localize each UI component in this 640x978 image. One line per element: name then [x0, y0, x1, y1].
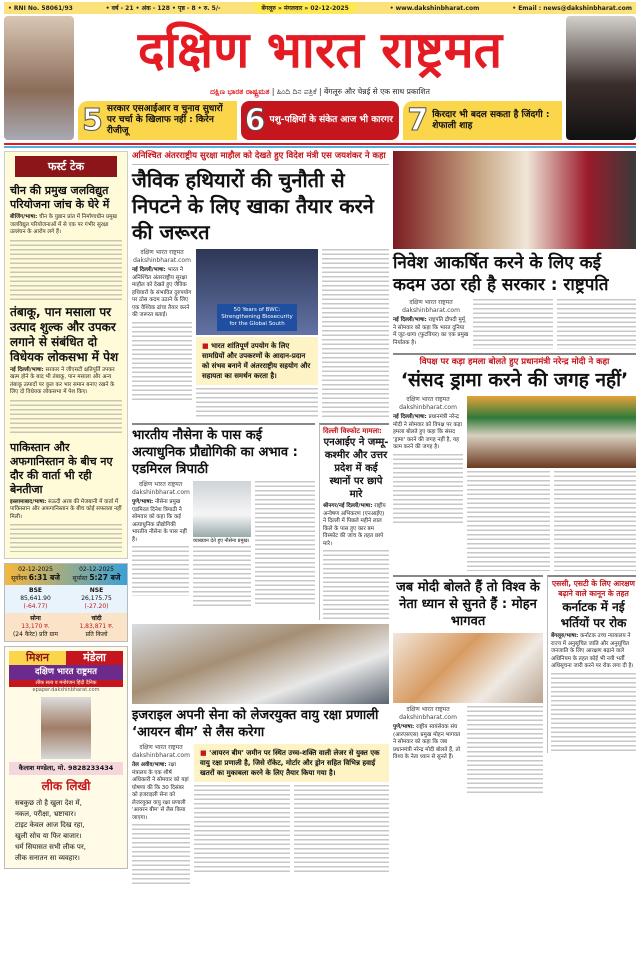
actress-portrait-image: [566, 16, 636, 140]
nia-kicker: दिल्ली विस्फोट मामला:: [323, 427, 382, 435]
text-block: [322, 249, 389, 419]
brief-body: सरकार ने जीएसटी क्षतिपूर्ति उपकर खत्म होने के बाद भी तंबाकू, पान मसाला और अन्य तंबाकू उत्पादों पर कुल कर भार समान बनाए रखने के लिए दो विधेयक लोकसभा में पेश किए।: [10, 366, 115, 395]
masthead-tagline: ದಕ್ಷಿಣ ಭಾರತ ರಾಷ್ಟ್ರಮತ | ಹಿಂದಿ ದಿನ ಪತ್ರಿಕೆ | बेंगलूरु और चेन्नई से एक साथ प्रकाशित: [210, 87, 430, 96]
byline-name: दक्षिण भारत राष्ट्रमत: [140, 249, 184, 256]
story-dateline: श्रीनगर/नई दिल्ली/भाषा:: [323, 503, 373, 509]
text-block: [255, 481, 315, 607]
story-body: भारत ने अनिश्चित अंतरराष्ट्रीय सुरक्षा माहौल को देखते हुए जैविक हथियारों के संभावित दुरुपयोग पर ठोस कदम उठाने के लिए एक वैश्विक ढांचा तैयार करने की जरूरत बताई।: [132, 267, 192, 318]
sun-times: [5, 564, 127, 585]
page-number: 7: [407, 102, 429, 138]
modi-parliament-photo: [467, 396, 636, 468]
middle-column: [132, 151, 389, 884]
gold-price: 13,170 रु.: [21, 623, 50, 630]
nse-value: 26,175.75: [81, 595, 112, 602]
podium-banner: 50 Years of BWC: Strengthening Biosecurity for the Global South: [217, 304, 297, 331]
brief-headline: पाकिस्तान और अफगानिस्तान के बीच नए दौर की वार्ता भी रही बेनतीजा: [10, 440, 113, 496]
column-name-2: मंडेला: [66, 651, 123, 665]
author-photo: [41, 697, 91, 759]
story-dateline: तेल अवीव/भाषा:: [132, 762, 167, 768]
bse-label: BSE: [29, 587, 42, 594]
brief-headline: तंबाकू, पान मसाला पर उत्पाद शुल्क और उपकर लगाने से संबंधित दो विधेयक लोकसभा में पेश: [10, 304, 119, 364]
modi-headline: ‘संसद ड्रामा करने की जगह नहीं’: [400, 369, 629, 391]
story-body: नौसेना प्रमुख एडमिरल दिनेश त्रिपाठी ने सोमवार को कहा कि कई अत्याधुनिक प्रौद्योगिकी भारतीय नौसेना के पास नहीं हैं।: [132, 499, 187, 543]
brief-dateline: नई दिल्ली/भाषा:: [10, 366, 44, 373]
bhagwat-photo: [393, 633, 543, 703]
modi-story[interactable]: [393, 353, 636, 571]
navy-byline: [132, 481, 189, 596]
brief-headline: चीन की प्रमुख जलविद्युत परियोजना जांच के घेरे में: [10, 184, 110, 211]
silver-price: 1,83,871 रु.: [79, 623, 114, 630]
poem-line: खुली सोच या फिर बाजार।: [15, 832, 82, 840]
text-block: [132, 322, 192, 402]
navy-headline: भारतीय नौसेना के पास कई अत्याधुनिक प्रौद्योगिकी का अभाव : एडमिरल त्रिपाठी: [132, 428, 298, 477]
brief-dateline: इस्लामाबाद/भाषा:: [10, 498, 47, 505]
president-headline: निवेश आकर्षित करने के लिए कई कदम उठा रही है सरकार : राष्ट्रपति: [393, 253, 609, 295]
story-dateline: नई दिल्ली/भाषा:: [393, 317, 427, 323]
iron-beam-callout: ■ 'आयरन बीम' जमीन पर स्थित उच्च-शक्ति वाली लेजर से युक्त एक वायु रक्षा प्रणाली है, जिसे रॉकेट, मोर्टार और ड्रोन सहित विभिन्न हवाई खतरों का मुकाबला करने के लिए तैयार किया गया है।: [194, 744, 389, 782]
text-block: [473, 299, 553, 349]
teaser-strip: [78, 101, 562, 140]
president-story[interactable]: [393, 151, 636, 349]
text-block: [10, 240, 122, 300]
lead-media: [196, 249, 318, 418]
date: 02-12-2025: [79, 566, 114, 573]
nia-headline: एनआईए ने जम्मू-कश्मीर और उत्तर प्रदेश में कई स्थानों पर छापे मारे: [323, 437, 389, 500]
story-body: राष्ट्रीय अन्वेषण अभिकरण (एनआईए) ने दिल्ली में पिछले महीने लाल किले के पास हुए कार बम विस्फोट की जांच के तहत छापे मारे।: [323, 503, 386, 547]
text-block: [10, 524, 122, 552]
karnataka-headline: कर्नाटक में नई भर्तियों पर रोक: [560, 600, 627, 630]
sunset-label: सूर्यास्त: [72, 575, 88, 582]
markets-box: [4, 563, 128, 642]
story-body: प्रधानमंत्री नरेन्द्र मोदी ने सोमवार को विपक्ष पर कड़ा हमला बोलते हुए कहा कि संसद 'ड्रामा' करने की जगह नहीं है, यह काम करने की जगह है।: [393, 414, 462, 450]
bhagwat-byline: [393, 706, 463, 764]
story-dateline: नई दिल्ली/भाषा:: [132, 267, 166, 273]
kannada-title: ದಕ್ಷಿಣ ಭಾರತ ರಾಷ್ಟ್ರಮತ: [210, 87, 270, 96]
text-block: [193, 546, 251, 606]
modi-media: [467, 396, 636, 571]
silver-unit: प्रति किलो: [85, 631, 108, 638]
website-link[interactable]: • www.dakshinbharat.com: [389, 4, 480, 12]
poem-heading: लीक लिखी: [41, 779, 91, 793]
email-link[interactable]: • Email : news@dakshinbharat.com: [512, 4, 632, 12]
modi-byline: [393, 396, 463, 524]
text-block: [323, 550, 389, 620]
poem-line: नकल, परीक्षा, भ्रष्टाचार।: [15, 810, 76, 818]
story-body: राष्ट्रपति द्रौपदी मुर्मू ने सोमवार को कहा कि भारत दुनिया में जूट-धागा (फुटवियर) का एक प्रमुख निर्यातक है।: [393, 317, 469, 346]
byline-name: दक्षिण भारत राष्ट्रमत: [409, 299, 453, 306]
poem-line: धर्म सियासत सभी लीक पर,: [15, 843, 86, 851]
byline-site: dakshinbharat.com: [399, 404, 457, 411]
nse-change: (-27.20): [84, 603, 109, 610]
page-number: 6: [244, 102, 266, 138]
masthead-divider: [4, 143, 636, 148]
story-dateline: पुणे/भाषा:: [132, 499, 154, 505]
byline-name: दक्षिण भारत राष्ट्रमत: [406, 706, 450, 713]
bhagwat-story[interactable]: [393, 575, 543, 796]
mission-mandela-column: [4, 646, 128, 869]
lead-callout: ■ भारत शांतिपूर्ण उपयोग के लिए सामग्रियों और उपकरणों के आदान-प्रदान को संभव बनाने में अंतरराष्ट्रीय सहयोग और सहायता का समर्थन करता है।: [196, 337, 318, 385]
right-column: [393, 151, 636, 796]
story-dateline: नई दिल्ली/भाषा:: [393, 414, 427, 420]
byline-name: दक्षिण भारत राष्ट्रमत: [138, 481, 183, 488]
story-dateline: पुणे/भाषा:: [393, 724, 415, 730]
text-block: [294, 785, 390, 875]
silver-label: चांदी: [91, 615, 102, 622]
admiral-photo: [193, 481, 251, 537]
minister-portrait-image: [4, 16, 74, 140]
paper-subtitle: लीक सत्य व मनोरंजन हिंदी दैनिक: [9, 680, 123, 687]
bullion-prices: [5, 613, 127, 641]
text-block: [467, 706, 543, 796]
text-block: [467, 471, 550, 571]
byline-site: dakshinbharat.com: [402, 307, 460, 314]
byline-site: dakshinbharat.com: [133, 257, 191, 264]
masthead-center: [78, 16, 562, 140]
photo-caption: व्याख्यान देते हुए नौसेना प्रमुख।: [193, 538, 250, 544]
column-title: [9, 651, 123, 665]
teaser-page-6[interactable]: [241, 101, 400, 140]
text-block: [10, 400, 122, 436]
story-body: राष्ट्रीय स्वयंसेवक संघ (आरएसएस) प्रमुख मोहन भागवत ने सोमवार को कहा कि जब प्रधानमंत्री नरेन्द्र मोदी बोलते हैं, तो विश्व के नेता ध्यान से सुनते हैं।: [393, 724, 461, 760]
top-info-bar: [4, 2, 636, 14]
lead-story[interactable]: [132, 151, 389, 419]
bse-value: 85,641.90: [20, 595, 51, 602]
first-take-column: [4, 151, 128, 559]
brief-item[interactable]: [5, 438, 127, 553]
page-body: [4, 151, 636, 884]
newspaper-title: दक्षिण भारत राष्ट्रमत: [137, 21, 503, 79]
jaishankar-photo: [196, 249, 318, 335]
text-block: [132, 546, 189, 596]
brief-item[interactable]: [5, 302, 127, 436]
iron-beam-headline: इजराइल अपनी सेना को लेजरयुक्त वायु रक्षा प्रणाली ‘आयरन बीम’ से लैस करेगा: [132, 708, 379, 740]
iron-beam-photo: [132, 624, 389, 704]
story-dateline: बेंगलूरु/भाषा:: [551, 633, 579, 639]
byline-name: दक्षिण भारत राष्ट्रमत: [406, 396, 450, 403]
lead-kicker: अनिश्चित अंतरराष्ट्रीय सुरक्षा माहौल को देखते हुए विदेश मंत्री एस जयशंकर ने कहा: [132, 151, 389, 165]
iron-beam-media: [194, 744, 389, 875]
poem-line: लीक सनातन सा व्यवहार।: [15, 854, 80, 862]
bse-change: (-64.77): [23, 603, 48, 610]
kannada-subtitle: ಹಿಂದಿ ದಿನ ಪತ್ರಿಕೆ: [276, 87, 317, 96]
story-body: रक्षा मंत्रालय के एक शीर्ष अधिकारी ने सोमवार को यहां घोषणा की कि 30 दिसंबर को इजराइली सेना को लेजरयुक्त वायु रक्षा प्रणाली 'आयरन बीम' से लैस किया जाएगा।: [132, 762, 189, 821]
story-body: कर्नाटक उच्च न्यायालय ने राज्य में अनुसूचित जाति और अनुसूचित जनजाति के लिए आरक्षण बढ़ाने वाले अधिनियम के तहत कोई भी नयी भर्ती अधिसूचना जारी करने पर रोक लगा दी है।: [551, 633, 634, 669]
editions-note: बेंगलूरु और चेन्नई से एक साथ प्रकाशित: [323, 87, 430, 96]
text-block: [551, 673, 636, 753]
brief-body: चीन के युन्नान प्रांत में निर्माणाधीन प्रमुख जलविद्युत परियोजनाओं में से एक पर गंभीर सुरक्षा उल्लंघन के आरोप लगे हैं।: [10, 214, 117, 235]
brief-body: सऊदी अरब की मेजबानी में वार्ता में पाकिस्तान और अफगानिस्तान के बीच कोई सफलता नहीं मिली।: [10, 498, 122, 520]
poem-text: [9, 798, 123, 864]
issue-info: • वर्ष - 21 • अंक - 128 • पृष्ठ - 8 • रु. 5/-: [105, 5, 221, 12]
teaser-text: सरकार एसआईआर व चुनाव सुधारों पर चर्चा के खिलाफ नहीं : किरेन रीजीजू: [106, 104, 223, 136]
nia-story[interactable]: [319, 423, 389, 620]
iron-beam-story[interactable]: [132, 624, 389, 884]
teaser-text: पशु-पक्षियों के संकेत आज भी कारगर: [269, 115, 393, 125]
page-number: 5: [82, 102, 103, 138]
byline-site: dakshinbharat.com: [399, 714, 457, 721]
text-block: [194, 785, 290, 875]
text-block: [132, 824, 190, 884]
teaser-page-7[interactable]: [403, 101, 562, 140]
first-take-header: फर्स्ट टेक: [15, 156, 117, 177]
byline-site: dakshinbharat.com: [132, 489, 190, 496]
dateline: बेंगलूरु » मंगलवार » 02-12-2025: [253, 3, 356, 13]
rni-number: • RNI No. 58061/93: [8, 4, 73, 12]
sunset-time: 5:27 बजे: [89, 573, 121, 582]
column-name-1: मिशन: [9, 651, 66, 665]
lead-headline: जैविक हथियारों की चुनौती से निपटने के लिए खाका तैयार करने की जरूरत: [132, 168, 374, 244]
bhagwat-headline: जब मोदी बोलते हैं तो विश्व के नेता ध्यान से सुनते हैं : मोहन भागवत: [396, 580, 540, 629]
modi-kicker: विपक्ष पर कड़ा हमला बोलते हुए प्रधानमंत्री नरेन्द्र मोदी ने कहा: [419, 357, 610, 367]
karnataka-kicker: एससी, एसटी के लिए आरक्षण बढ़ाने वाले कानून के तहत: [552, 579, 635, 598]
gold-unit: (24 कैरेट) प्रति ग्राम: [12, 631, 59, 638]
left-column: [4, 151, 128, 869]
poem-line: सबकुछ तो है खुला देश में,: [15, 799, 82, 807]
teaser-page-5[interactable]: [78, 101, 237, 140]
byline-site: dakshinbharat.com: [132, 752, 190, 759]
karnataka-story[interactable]: [547, 575, 636, 753]
paper-name: दक्षिण भारत राष्ट्रमत: [9, 665, 123, 680]
text-block: [393, 454, 463, 524]
navy-media: [193, 481, 251, 606]
teaser-text: किरदार भी बदल सकता है जिंदगी : शेफाली शाह: [432, 109, 550, 131]
iron-beam-byline: [132, 744, 190, 884]
text-block: [557, 299, 637, 349]
president-byline: [393, 299, 469, 349]
text-block: [554, 471, 637, 571]
poem-line: टाइट केवल आज दिख रहा,: [15, 821, 85, 829]
epaper-link[interactable]: epaper.dakshinbharat.com: [32, 687, 100, 693]
byline-name: दक्षिण भारत राष्ट्रमत: [139, 744, 183, 751]
navy-story[interactable]: [132, 423, 315, 607]
brief-item[interactable]: [5, 181, 127, 300]
author-contact: कैलाश मण्डेला, मो. 9828233434: [9, 762, 123, 775]
president-award-photo: [393, 151, 636, 249]
gold-label: सोना: [30, 615, 41, 622]
date: 02-12-2025: [18, 566, 53, 573]
sunrise-label: सूर्योदय: [11, 575, 27, 582]
sunrise-time: 6:31 बजे: [28, 573, 60, 582]
brief-dateline: बीजिंग/भाषा:: [10, 214, 38, 220]
lead-byline: [132, 249, 192, 402]
nse-label: NSE: [89, 587, 104, 594]
masthead: [4, 16, 636, 140]
text-block: [196, 388, 318, 418]
stock-indices: [5, 585, 127, 613]
